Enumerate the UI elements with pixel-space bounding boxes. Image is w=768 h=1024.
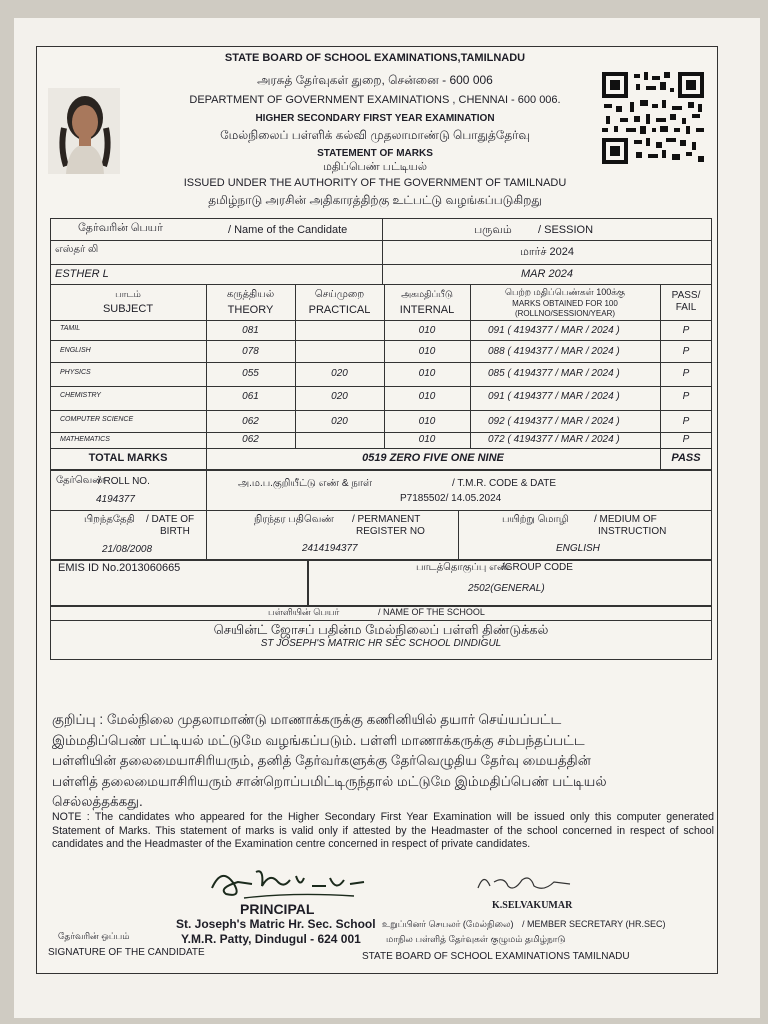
note-tamil: குறிப்பு : மேல்நிலை முதலாமாண்டு மாணாக்கருக்கு கணினியில் தயார் செய்யப்பட்ட இம்மதிப்பெண் பட்டியல் மட்டுமே வழங்கப்படும். பள்ளி மாணாக்கருக்கு சம்பந்தப்பட்ட பள்ளியின் தலைமையாசிரியரும், தனித் தேர்வர்களுக்கு தேர்வெழுதிய தேர்வு மையத்தின் பள்ளித் தலைமையாசிரியரும் சான்றொப்பமிட்டிருந்தால் மட்டுமே இம்மதிப்பெண் பட்டியல் செல்லத்தக்கது. — [52, 712, 607, 809]
obtained-mark: 092 ( 4194377 / MAR / 2024 ) — [488, 416, 620, 427]
result: P — [682, 416, 690, 427]
total-result: PASS — [671, 452, 701, 464]
exam-title-tamil: மேல்நிலைப் பள்ளிக் கல்வி முதலாமாண்டு பொதுத்தேர்வு — [220, 128, 530, 142]
secretary-board: STATE BOARD OF SCHOOL EXAMINATIONS TAMILNADU — [362, 951, 630, 962]
theory-mark: 055 — [242, 368, 259, 379]
statement-title: STATEMENT OF MARKS — [317, 148, 433, 159]
internal-mark: 010 — [418, 346, 436, 357]
emis-id: EMIS ID No.2013060665 — [58, 562, 181, 574]
name-label: / Name of the Candidate — [228, 224, 348, 236]
medium-label: / MEDIUM OF — [594, 514, 657, 525]
theory-mark: 061 — [242, 391, 259, 402]
candidate-signature-tamil: தேர்வரின் ஒப்பம் — [58, 931, 130, 941]
principal-school: St. Joseph's Matric Hr. Sec. School — [176, 917, 376, 931]
subject-name: ENGLISH — [60, 347, 91, 354]
group-code: 2502(GENERAL) — [468, 583, 545, 594]
register-number: 2414194377 — [302, 543, 358, 554]
subject-name: CHEMISTRY — [60, 392, 101, 399]
internal-header-tamil: அகமதிப்பீடு — [401, 289, 453, 299]
principal-signature — [204, 858, 374, 906]
theory-mark: 062 — [242, 434, 259, 445]
obtained-header: MARKS OBTAINED FOR 100 — [512, 299, 618, 308]
roll-number: 4194377 — [96, 494, 135, 505]
obtained-mark: 088 ( 4194377 / MAR / 2024 ) — [488, 346, 620, 357]
obtained-header-sub: (ROLLNO/SESSION/YEAR) — [514, 309, 616, 318]
theory-mark: 081 — [242, 325, 259, 336]
internal-mark: 010 — [418, 416, 436, 427]
session-value: MAR 2024 — [521, 268, 573, 280]
school-name-tamil: செயின்ட் ஜோசப் பதின்ம மேல்நிலைப் பள்ளி திண்டுக்கல் — [213, 622, 549, 637]
subject-name: PHYSICS — [60, 369, 91, 376]
dob-label: / DATE OF — [146, 514, 195, 525]
department-name: DEPARTMENT OF GOVERNMENT EXAMINATIONS , CHENNAI - 600 006. — [189, 94, 561, 106]
internal-mark: 010 — [418, 368, 436, 379]
principal-title: PRINCIPAL — [240, 901, 315, 917]
school-name: ST JOSEPH'S MATRIC HR SEC SCHOOL DINDIGUL — [260, 638, 502, 649]
obtained-mark: 072 ( 4194377 / MAR / 2024 ) — [488, 434, 620, 445]
medium-value: ENGLISH — [556, 543, 600, 554]
tmr-value: P7185502/ 14.05.2024 — [400, 493, 502, 504]
practical-header-tamil: செய்முறை — [314, 289, 365, 300]
secretary-signature — [474, 866, 584, 896]
secretary-title: / MEMBER SECRETARY (HR.SEC) — [522, 919, 666, 929]
medium-label-tamil: பயிற்று மொழி — [502, 514, 569, 525]
result: P — [682, 368, 690, 379]
note-english: NOTE : The candidates who appeared for the Higher Secondary First Year Examination will be issued only this computer generated Statement of Marks. This statement of marks is valid only if attested by the Headmaster of the school concerned in respect of school candidates and the Headmaster of the Examination centre concerned in respect of private candidates. — [52, 811, 714, 850]
issued-authority: ISSUED UNDER THE AUTHORITY OF THE GOVERNMENT OF TAMILNADU — [183, 177, 567, 189]
practical-header: PRACTICAL — [308, 304, 371, 316]
obtained-mark: 091 ( 4194377 / MAR / 2024 ) — [488, 391, 620, 402]
theory-mark: 062 — [242, 416, 259, 427]
subject-header-tamil: பாடம் — [115, 289, 141, 299]
total-label: TOTAL MARKS — [88, 452, 168, 464]
result: P — [682, 434, 690, 445]
result: P — [682, 346, 690, 357]
register-label-tamil: நிரந்தர பதிவெண் — [254, 514, 335, 525]
school-label-tamil: பள்ளியின் பெயர் — [268, 607, 340, 617]
dob-label-2: BIRTH — [160, 526, 190, 537]
group-label: /GROUP CODE — [502, 562, 573, 573]
subject-name: COMPUTER SCIENCE — [60, 416, 134, 423]
internal-mark: 010 — [418, 325, 436, 336]
practical-mark: 020 — [331, 416, 348, 427]
roll-label-tamil: தேர்வெண் — [56, 475, 105, 486]
secretary-name: K.SELVAKUMAR — [492, 900, 573, 911]
address-tamil: அரசுத் தேர்வுகள் துறை, சென்னை - 600 006 — [257, 73, 493, 87]
roll-label: / ROLL NO. — [98, 476, 150, 487]
name-label-tamil: தேர்வரின் பெயர் — [78, 222, 163, 234]
obtained-mark: 085 ( 4194377 / MAR / 2024 ) — [488, 368, 620, 379]
passfail-header-2: FAIL — [675, 302, 697, 313]
subject-name: MATHEMATICS — [60, 436, 110, 443]
result: P — [682, 391, 690, 402]
obtained-mark: 091 ( 4194377 / MAR / 2024 ) — [488, 325, 620, 336]
dob-label-tamil: பிறந்ததேதி — [84, 514, 135, 525]
medium-label-2: INSTRUCTION — [598, 526, 667, 537]
tmr-label: / T.M.R. CODE & DATE — [452, 478, 557, 489]
practical-mark: 020 — [331, 368, 348, 379]
issued-authority-tamil: தமிழ்நாடு அரசின் அதிகாரத்திற்கு உட்பட்டு வழங்கப்படுகிறது — [208, 193, 542, 207]
candidate-signature-label: SIGNATURE OF THE CANDIDATE — [48, 947, 205, 958]
date-of-birth: 21/08/2008 — [102, 544, 153, 555]
session-label: / SESSION — [538, 224, 594, 236]
board-title: STATE BOARD OF SCHOOL EXAMINATIONS,TAMILNADU — [224, 52, 526, 64]
principal-address: Y.M.R. Patty, Dindugul - 624 001 — [181, 932, 361, 946]
result: P — [682, 325, 690, 336]
session-label-tamil: பருவம் — [474, 224, 512, 236]
session-tamil: மார்ச் 2024 — [520, 246, 574, 258]
obtained-header-tamil: பெற்ற மதிப்பெண்கள் 100க்கு — [504, 287, 626, 297]
theory-mark: 078 — [242, 346, 259, 357]
secretary-title-tamil: உறுப்பினர் செயலர் (மேல்நிலை) — [382, 919, 514, 929]
internal-header: INTERNAL — [399, 304, 455, 316]
subject-name: TAMIL — [60, 325, 81, 332]
theory-header-tamil: கருத்தியல் — [226, 289, 275, 300]
internal-mark: 010 — [418, 434, 436, 445]
secretary-board-tamil: மாநில பள்ளித் தேர்வுகள் குழுமம் தமிழ்நாடு — [386, 934, 566, 944]
practical-mark: 020 — [331, 391, 348, 402]
subject-header: SUBJECT — [102, 303, 154, 315]
passfail-header: PASS/ — [671, 290, 701, 301]
tmr-label-tamil: அ.ம.ப.குறியீட்டு எண் & நாள் — [238, 478, 373, 489]
theory-header: THEORY — [227, 304, 274, 316]
register-label-2: REGISTER NO — [356, 526, 425, 537]
school-label: / NAME OF THE SCHOOL — [378, 607, 485, 617]
candidate-name: ESTHER L — [55, 268, 109, 280]
internal-mark: 010 — [418, 391, 436, 402]
group-label-tamil: பாடத்தொகுப்பு எண் — [416, 562, 510, 573]
candidate-name-tamil: எஸ்தர் லி — [55, 244, 99, 255]
total-value: 0519 ZERO FIVE ONE NINE — [362, 452, 504, 464]
statement-title-tamil: மதிப்பெண் பட்டியல் — [322, 161, 428, 173]
register-label: / PERMANENT — [352, 514, 421, 525]
exam-title: HIGHER SECONDARY FIRST YEAR EXAMINATION — [255, 113, 495, 124]
